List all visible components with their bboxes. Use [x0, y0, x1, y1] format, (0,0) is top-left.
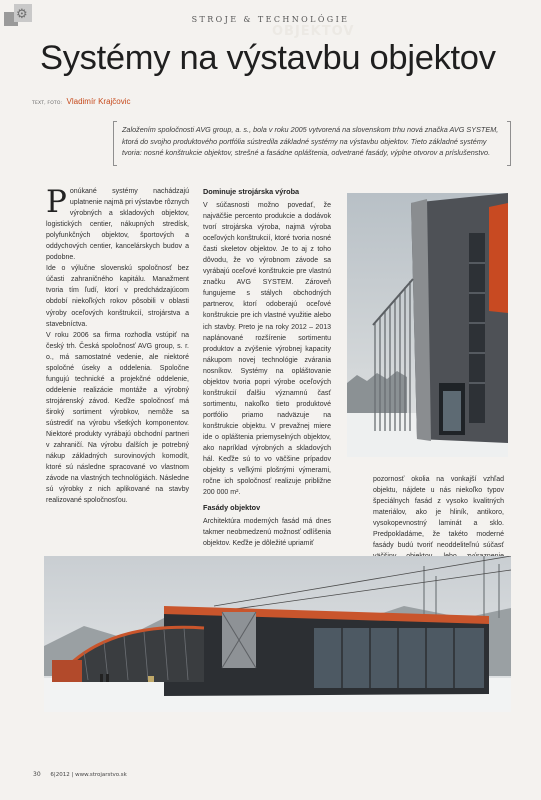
byline-label: TEXT, FOTO:	[32, 101, 63, 106]
column-middle	[203, 186, 331, 549]
section-label: STROJE & TECHNOLÓGIE	[191, 15, 350, 24]
paragraph: V súčasnosti možno povedať, že najväčšie percento produkcie a dodávok tvorí strojárska výroba, najmä výroba oceľových konštrukcií, ktoré tvoria nosné časti skeletov objektov. Je to aj z toho dôvodu, že vo výrobnom závode sa vyrábajú oceľové konštrukcie pre vlastnú značku AVG SYSTEM. Zároveň fungujeme s stálych obchodných partnerov, ktorí odoberajú oceľové konštrukcie pre ich vlastné využitie alebo ich stavby. Preto je na roky 2012 – 2013 naplánované rozšírenie sortimentu produktov a zvýšenie výrobnej kapacity nákupom novej technológie zvárania nosníkov. Systémy na opláštovanie objektov tvoria popri výrobe oceľových konštrukcií ďalšiu významnú časť sortimentu, nakoľko tieto produktové portfólio priamo nadväzuje na konštrukcie objektu. V prevažnej miere ide o opláštenia priemyselných objektov, ako napríklad výrobných a skladových hál. Keďže sú to vo väčšine prípadov objekty s veľkými plošnými výmerami, ročne ich spoločnosť realizuje približne 200 000 m².	[203, 202, 331, 497]
lead-paragraph: Založením spoločnosti AVG group, a. s., bola v roku 2005 vytvorená na slovenskom trhu nová značka AVG SYSTEM, ktorá do svojho produktového portfólia sústredila základné systémy na výstavbu objektov. Tieto základné systémy tvoria: nosné konštrukcie objektov, strešné a fasádne opláštenia, odvetrané fasády, výplne otvorov a príslušenstvo.	[122, 125, 499, 158]
cable-car-station-photo	[44, 556, 511, 712]
byline	[32, 97, 131, 106]
column-left	[46, 186, 189, 506]
author-name: Vladimír Krajčovic	[66, 97, 131, 106]
paragraph: Architektúra moderných fasád má dnes takmer neobmedzenú možnosť odlíšenia objektov. Keďže je dôležité upriamiť	[203, 518, 331, 548]
issue-url: 6|2012 | www.strojarstvo.sk	[50, 772, 127, 778]
drop-cap: P	[46, 184, 67, 220]
gear-icon: ⚙	[16, 7, 28, 22]
background-watermark: OBJEKTOV	[272, 24, 355, 39]
paragraph: V roku 2006 sa firma rozhodla vstúpiť na český trh. Česká spoločnosť AVG group, s. r. o., má samostatné vedenie, ale niektoré spoločné úseky a oddelenia. Spoločne fungujú technické a projekčné oddelenie, oddelenie realizácie montáže a výrobný strojárenský závod. Keďže spoločnosť má široký sortiment výrobkov, nemôže sa sústrediť na výrobu všetkých komponentov. Niektoré produkty vyrábajú obchodní partneri v zahraničí. Na výrobu ďalších je potrebný nákup základných surovinových komodít, ktoré sú následne spracované vo vlastnom závode na vlastných technológiách. Následne sú výrobky z nich aplikované na stavby realizované spoločnosťou.	[46, 331, 189, 505]
page-number: 30	[33, 771, 41, 778]
article-title: Systémy na výstavbu objektov	[40, 39, 496, 77]
paragraph: Ponúkané systémy nachádzajú uplatnenie najmä pri výstavbe rôznych výrobných a skladových objektov, logistických centier, nákupných stredísk, polyfunkčných objektov, športových a oddychových centier, kancelárskych budov a podobne.	[46, 184, 189, 262]
paragraph: Ide o výlučne slovenskú spoločnosť bez účasti zahraničného kapitálu. Manažment tvoria tím ľudí, ktorí v predchádzajúcom období niekoľkých rokov pôsobili v oblasti výroby oceľových konštrukcií, strojárstva a stavebníctva.	[46, 265, 189, 328]
subheading: Dominuje strojárska výroba	[203, 187, 300, 196]
subheading: Fasády objektov	[203, 503, 261, 513]
page-footer	[33, 771, 127, 778]
lead-box	[113, 121, 511, 166]
building-facade-photo	[347, 193, 508, 457]
paragraph: pozornosť okolia na vonkajší vzhľad objektu, nájdete u nás niekoľko typov špeciálnych fasád z vysoko kvalitných materiálov, ako je hliník, antikoro, vysokopevnostný laminát a sklo. Predpokladáme, že takéto moderné fasády budú tvoriť neoddeliteľnú súčasť	[373, 476, 504, 550]
